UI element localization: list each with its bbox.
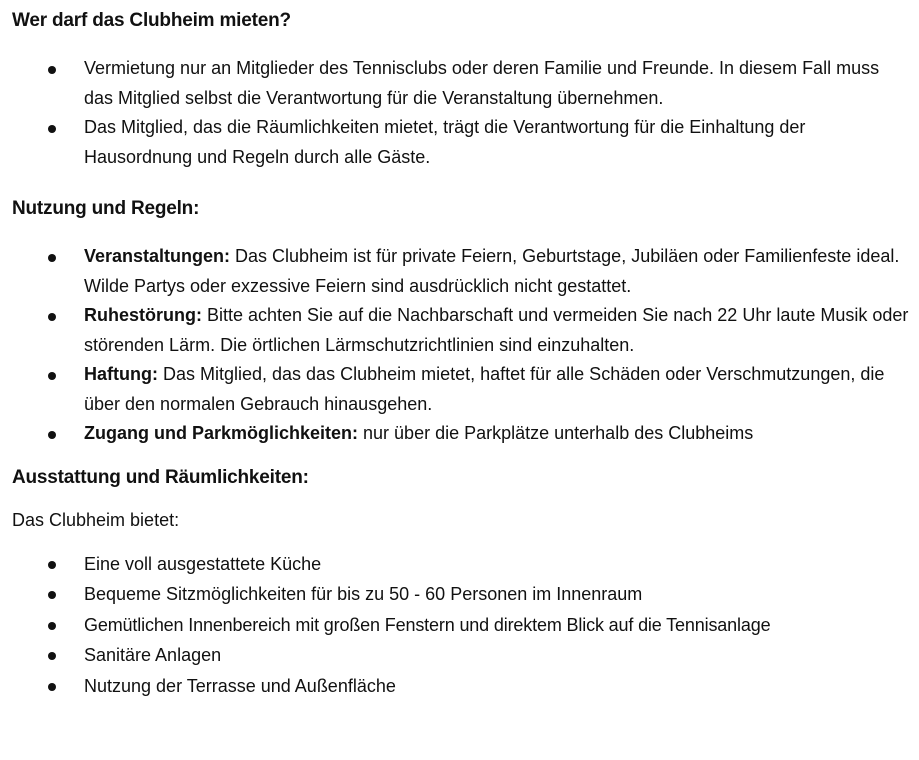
- bullet-icon: [48, 66, 56, 74]
- equipment-intro: Das Clubheim bietet:: [12, 509, 180, 530]
- list-item: Bequeme Sitzmöglichkeiten für bis zu 50 - 60 Personen im Innenraum: [12, 579, 912, 610]
- list-item: Gemütlichen Innenbereich mit großen Fenstern und direktem Blick auf die Tennisanlage: [12, 610, 912, 641]
- list-item: Zugang und Parkmöglichkeiten: nur über die Parkplätze unterhalb des Clubheims: [12, 419, 912, 449]
- bullet-icon: [48, 313, 56, 321]
- heading-rent: Wer darf das Clubheim mieten?: [12, 10, 291, 31]
- list-item: Das Mitglied, das die Räumlichkeiten mietet, trägt die Verantwortung für die Einhaltung der Hausordnung und Regeln durch alle Gäste.: [12, 113, 912, 172]
- list-item: Eine voll ausgestattete Küche: [12, 549, 912, 580]
- heading-rules: Nutzung und Regeln:: [12, 198, 200, 219]
- bullet-icon: [48, 652, 56, 660]
- bullet-icon: [48, 591, 56, 599]
- bullet-icon: [48, 254, 56, 262]
- list-item: Nutzung der Terrasse und Außenfläche: [12, 671, 912, 702]
- list-rent: [12, 54, 912, 172]
- heading-equipment: Ausstattung und Räumlichkeiten:: [12, 466, 309, 488]
- list-equipment: [12, 549, 912, 702]
- bullet-icon: [48, 622, 56, 630]
- list-item: Haftung: Das Mitglied, das das Clubheim mietet, haftet für alle Schäden oder Verschmutzungen, die über den normalen Gebrauch hinausgehen.: [12, 360, 912, 419]
- list-rules: [12, 242, 912, 449]
- bullet-icon: [48, 683, 56, 691]
- list-item: Vermietung nur an Mitglieder des Tennisclubs oder deren Familie und Freunde. In diesem Fall muss das Mitglied selbst die Verantwortung für die Veranstaltung übernehmen.: [12, 54, 912, 113]
- list-item: Ruhestörung: Bitte achten Sie auf die Nachbarschaft und vermeiden Sie nach 22 Uhr laute Musik oder störenden Lärm. Die örtlichen Lärmschutzrichtlinien sind einzuhalten.: [12, 301, 912, 360]
- bullet-icon: [48, 431, 56, 439]
- document: [12, 8, 912, 701]
- bullet-icon: [48, 372, 56, 380]
- bullet-icon: [48, 561, 56, 569]
- list-item: Sanitäre Anlagen: [12, 640, 912, 671]
- list-item: Veranstaltungen: Das Clubheim ist für private Feiern, Geburtstage, Jubiläen oder Familienfeste ideal. Wilde Partys oder exzessive Feiern sind ausdrücklich nicht gestattet.: [12, 242, 912, 301]
- bullet-icon: [48, 125, 56, 133]
